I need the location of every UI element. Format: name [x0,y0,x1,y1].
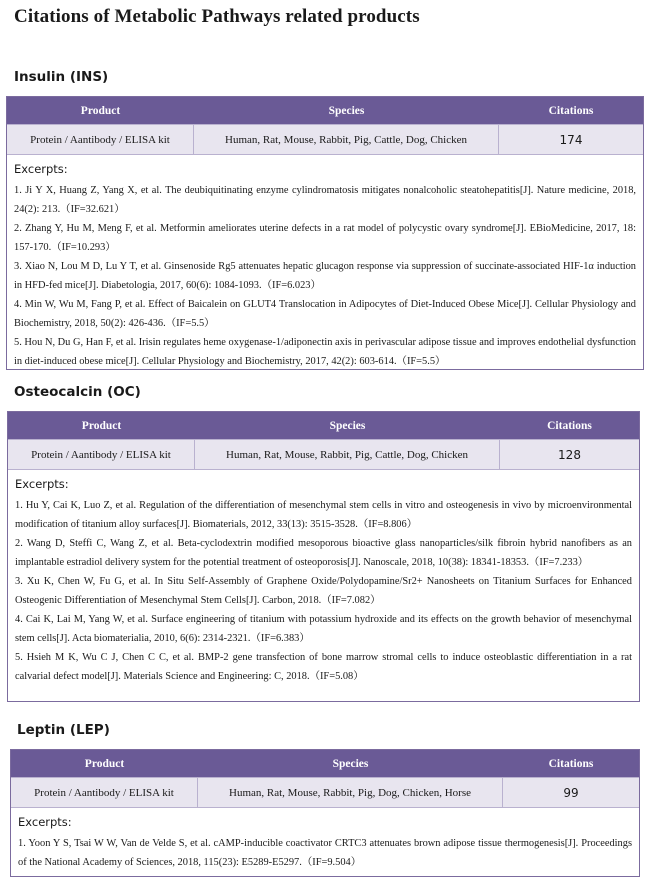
species-cell: Human, Rat, Mouse, Rabbit, Pig, Cattle, Dog, Chicken [194,125,499,154]
header-product: Product [84,757,125,770]
reference-item: 2. Wang D, Steffi C, Wang Z, et al. Beta-cyclodextrin modified mesoporous bioactive glass nanoparticles/silk fibroin hybrid nanofibers as an implantable estradiol delivery system for the potential treatment of osteoporosis[J]. Nanoscale, 2018, 10(38): 18341-18353.（IF=7.233） [15,538,632,568]
header-product: Product [80,104,121,117]
section-title-leptin: Leptin (LEP) [17,722,110,738]
product-cell: Protein / Aantibody / ELISA kit [7,125,194,154]
product-cell: Protein / Aantibody / ELISA kit [8,440,195,469]
reference-item: 4. Cai K, Lai M, Yang W, et al. Surface engineering of titanium with potassium hydroxide and its effects on the growth behavior of mesenchymal stem cells[J]. Acta biomaterialia, 2010, 6(6): 2314-2321.（IF=6.383） [15,614,632,644]
header-species: Species [332,757,369,770]
reference-item: 1. Ji Y X, Huang Z, Yang X, et al. The deubiquitinating enzyme cylindromatosis mitigates nonalcoholic steatohepatitis[J]. Nature medicine, 2018, 24(2): 213.（IF=32.621） [14,185,636,215]
excerpts [7,155,643,375]
excerpts-label: Excerpts: [15,477,69,491]
citations-cell: 99 [563,785,579,800]
table-header [8,412,639,439]
citations-cell: 174 [559,132,583,147]
section-osteocalcin [7,411,640,702]
citations-cell: 128 [558,447,581,462]
species-cell: Human, Rat, Mouse, Rabbit, Pig, Cattle, Dog, Chicken [195,440,500,469]
table-row [8,439,639,470]
reference-item: 3. Xu K, Chen W, Fu G, et al. In Situ Self-Assembly of Graphene Oxide/Polydopamine/Sr2+ Nanosheets on Titanium Surfaces for Enhanced Osteogenic Differentiation of Mesenchymal Stem Cells[J]. Carbon, 2018.（IF=7.082） [15,576,632,606]
header-citations: Citations [548,104,594,117]
product-cell: Protein / Aantibody / ELISA kit [11,778,198,807]
reference-item: 4. Min W, Wu M, Fang P, et al. Effect of Baicalein on GLUT4 Translocation in Adipocytes of Diet-Induced Obese Mice[J]. Cellular Physiology and Biochemistry, 2018, 50(2): 426-436.（IF=5.5） [14,299,636,329]
header-product: Product [81,419,122,432]
section-title-osteocalcin: Osteocalcin (OC) [14,384,141,400]
reference-item: 3. Xiao N, Lou M D, Lu Y T, et al. Ginsenoside Rg5 attenuates hepatic glucagon response via suppression of succinate-associated HIF-1α induction in HFD-fed mice[J]. Diabetologia, 2017, 60(6): 1084-1093.（IF=6.023） [14,261,636,291]
excerpts [8,470,639,690]
reference-item: 2. Zhang Y, Hu M, Meng F, et al. Metformin ameliorates uterine defects in a rat model of polycystic ovary syndrome[J]. EBioMedicine, 2017, 18: 157-170.（IF=10.293） [14,223,636,253]
page-title: Citations of Metabolic Pathways related products [14,6,420,27]
excerpts-label: Excerpts: [18,815,72,829]
reference-item: 1. Yoon Y S, Tsai W W, Van de Velde S, et al. cAMP-inducible coactivator CRTC3 attenuates brown adipose tissue thermogenesis[J]. Proceedings of the National Academy of Sciences, 2018, 115(23): E5289-E5297.（IF=9.504） [18,838,632,868]
header-species: Species [328,104,365,117]
table-header [11,750,639,777]
section-title-insulin: Insulin (INS) [14,69,109,85]
reference-item: 5. Hsieh M K, Wu C J, Chen C C, et al. BMP-2 gene transfection of bone marrow stromal cells to induce osteoblastic differentiation in a rat calvarial defect model[J]. Materials Science and Engineering: C, 2018.（IF=5.08） [15,652,632,682]
section-leptin [10,749,640,877]
reference-item: 5. Hou N, Du G, Han F, et al. Irisin regulates heme oxygenase-1/adiponectin axis in perivascular adipose tissue and improves endothelial dysfunction in diet-induced obese mice[J]. Cellular Physiology and Biochemistry, 2017, 42(2): 603-614.（IF=5.5） [14,337,636,367]
header-citations: Citations [548,757,594,770]
excerpts-label: Excerpts: [14,162,68,176]
reference-item: 1. Hu Y, Cai K, Luo Z, et al. Regulation of the differentiation of mesenchymal stem cells in vitro and osteogenesis in vivo by microenvironmental modification of titanium alloy surfaces[J]. Biomaterials, 2012, 33(13): 3515-3528.（IF=8.806） [15,500,632,530]
section-insulin [6,96,644,370]
header-citations: Citations [547,419,592,432]
species-cell: Human, Rat, Mouse, Rabbit, Pig, Dog, Chicken, Horse [198,778,503,807]
excerpts [11,808,639,876]
header-species: Species [329,419,366,432]
table-row [11,777,639,808]
table-row [7,124,643,155]
table-header [7,97,643,124]
